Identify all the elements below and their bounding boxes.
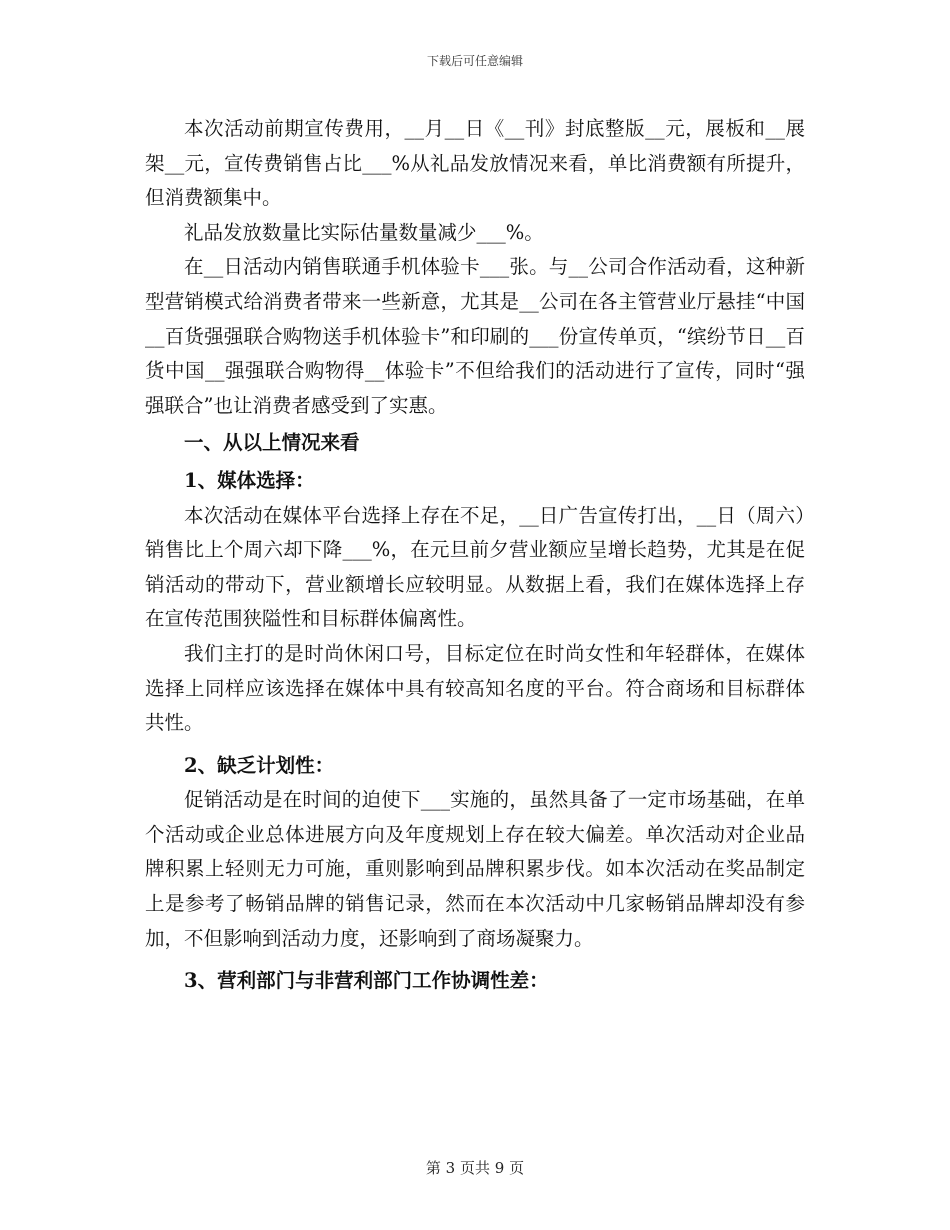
subheading-media-selection: 1、媒体选择：: [184, 468, 315, 492]
paragraph-target-audience: 我们主打的是时尚休闲口号，目标定位在时尚女性和年轻群体，在媒体选择上同样应该选择在媒体中具有较高知名度的平台。符合商场和目标群体共性。: [145, 641, 805, 735]
subheading-department-coordination: 3、营利部门与非营利部门工作协调性差：: [184, 969, 549, 993]
paragraph-publicity-cost: 本次活动前期宣传费用，__月__日《__刊》封底整版__元，展板和__展架__元，宣传费销售占比___%从礼品发放情况来看，单比消费额有所提升，但消费额集中。: [145, 117, 805, 210]
document-body: [145, 112, 805, 999]
subheading-lack-of-planning: 2、缺乏计划性：: [184, 753, 335, 777]
paragraph-unicom-cooperation: 在__日活动内销售联通手机体验卡___张。与__公司合作活动看，这种新型营销模式给消费者带来一些新意，尤其是__公司在各主管营业厅悬挂“中国__百货强强联合购物送手机体验卡”和印刷的___份宣传单页，“缤纷节日__百货中国__强强联合购物得__体验卡”不但给我们的活动进行了宣传，同时“强强联合”也让消费者感受到了实惠。: [145, 255, 805, 417]
page-header: 下载后可任意编辑: [426, 54, 523, 68]
page-footer: 第 3 页共 9 页: [425, 1159, 525, 1177]
section-heading-1: 一、从以上情况来看: [184, 431, 360, 455]
paragraph-media-platform: 本次活动在媒体平台选择上存在不足，__日广告宣传打出，__日（周六）销售比上个周六却下降___%，在元旦前夕营业额应呈增长趋势，尤其是在促销活动的带动下，营业额增长应较明显。从数据上看，我们在媒体选择上存在宣传范围狭隘性和目标群体偏离性。: [145, 503, 805, 631]
paragraph-gift-quantity: 礼品发放数量比实际估量数量减少___%。: [184, 220, 544, 244]
paragraph-planning-details: 促销活动是在时间的迫使下___实施的，虽然具备了一定市场基础，在单个活动或企业总体进展方向及年度规划上存在较大偏差。单次活动对企业品牌积累上轻则无力可施，重则影响到品牌积累步伐。如本次活动在奖品制定上是参考了畅销品牌的销售记录，然而在本次活动中几家畅销品牌却没有参加，不但影响到活动力度，还影响到了商场凝聚力。: [145, 788, 805, 950]
